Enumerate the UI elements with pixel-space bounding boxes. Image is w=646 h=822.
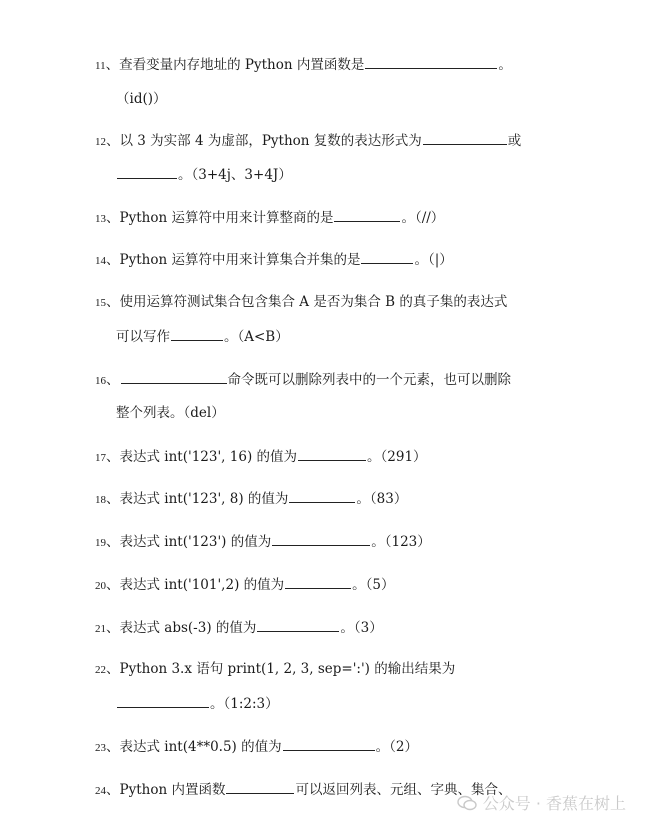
- question-number: 21: [95, 623, 106, 635]
- question-14: [95, 249, 453, 271]
- question-number: 24: [95, 785, 106, 797]
- question-number: 18: [95, 494, 106, 506]
- question-11: [95, 54, 512, 76]
- answer-blank: [361, 249, 413, 264]
- question-24: [95, 779, 511, 801]
- question-text: 、以 3 为实部 4 为虚部，Python 复数的表达形式为: [106, 133, 422, 149]
- question-text-after: 。（5）: [352, 577, 395, 593]
- question-text: 、Python 3.x 语句 print(1, 2, 3, sep=':') 的输出结果为: [106, 661, 456, 677]
- question-text: 、使用运算符测试集合包含集合 A 是否为集合 B 的真子集的表达式: [106, 294, 508, 310]
- watermark-text: 公众号 · 香蕉在树上: [482, 794, 626, 813]
- question-16-cont: 整个列表。（del）: [116, 405, 225, 421]
- question-text: 可以写作: [116, 329, 170, 345]
- question-number: 23: [95, 742, 106, 754]
- answer-blank: [285, 574, 351, 589]
- question-number: 20: [95, 580, 106, 592]
- question-text: 、Python 运算符中用来计算集合并集的是: [106, 252, 361, 268]
- question-number: 16: [95, 375, 106, 387]
- answer-blank: [226, 779, 294, 794]
- question-number: 19: [95, 537, 106, 549]
- question-15: [95, 292, 507, 313]
- question-17: [95, 446, 427, 468]
- question-answer: 。（1:2:3）: [210, 696, 279, 712]
- question-text: 、: [106, 372, 120, 388]
- question-20: [95, 574, 394, 596]
- question-15-cont: [116, 326, 289, 347]
- answer-blank: [423, 130, 507, 145]
- question-number: 22: [95, 664, 106, 676]
- answer-blank: [257, 617, 339, 632]
- question-text-after: 可以返回列表、元组、字典、集合、: [295, 782, 512, 798]
- question-text: 、查看变量内存地址的 Python 内置函数是: [105, 57, 365, 73]
- question-text: 、表达式 int(4**0.5) 的值为: [106, 739, 282, 755]
- question-text-after: 命令既可以删除列表中的一个元素，也可以删除: [227, 372, 511, 388]
- question-text: 、表达式 int('123', 16) 的值为: [106, 449, 298, 465]
- answer-blank: [283, 736, 375, 751]
- question-text-after: 。: [498, 57, 512, 73]
- answer-blank: [171, 326, 223, 341]
- question-19: [95, 531, 431, 553]
- wechat-icon: [457, 795, 477, 811]
- question-21: [95, 617, 383, 639]
- question-text-after: 。（123）: [371, 534, 431, 550]
- question-22-cont: [116, 693, 279, 714]
- answer-blank: [298, 446, 366, 461]
- question-text-after: 。（2）: [375, 739, 418, 755]
- question-number: 12: [95, 136, 106, 148]
- question-text-after: 。（83）: [356, 491, 408, 507]
- question-answer: 。（A<B）: [224, 329, 289, 345]
- question-text: 、表达式 int('123', 8) 的值为: [106, 491, 289, 507]
- question-text-after: 或: [507, 133, 522, 149]
- answer-blank: [117, 693, 209, 708]
- question-text-after: 。（291）: [367, 449, 427, 465]
- question-number: 13: [95, 213, 106, 225]
- question-number: 15: [95, 297, 106, 309]
- question-number: 11: [95, 60, 106, 72]
- question-12-cont: [116, 164, 292, 185]
- question-13: [95, 207, 444, 229]
- answer-blank: [121, 369, 227, 384]
- question-answer: 。（3+4j、3+4J）: [178, 167, 292, 183]
- question-text-after: 。（//）: [401, 210, 445, 226]
- question-text: 、Python 运算符中用来计算整商的是: [106, 210, 334, 226]
- watermark: [457, 791, 626, 814]
- answer-blank: [289, 488, 355, 503]
- question-22: [95, 659, 455, 680]
- question-text-after: 。（|）: [414, 252, 453, 268]
- question-text: 、表达式 abs(-3) 的值为: [106, 620, 257, 636]
- answer-blank: [272, 531, 370, 546]
- answer-blank: [365, 54, 497, 69]
- question-text-after: 。（3）: [340, 620, 383, 636]
- question-number: 17: [95, 452, 106, 464]
- question-16: [95, 369, 511, 391]
- answer-blank: [117, 164, 177, 179]
- question-text: 、表达式 int('123') 的值为: [106, 534, 272, 550]
- question-11-answer: （id()）: [116, 91, 167, 107]
- question-12: [95, 130, 521, 152]
- question-18: [95, 488, 407, 510]
- question-23: [95, 736, 418, 758]
- answer-blank: [334, 207, 400, 222]
- question-text: 、Python 内置函数: [106, 782, 226, 798]
- question-number: 14: [95, 255, 106, 267]
- question-text: 、表达式 int('101',2) 的值为: [106, 577, 285, 593]
